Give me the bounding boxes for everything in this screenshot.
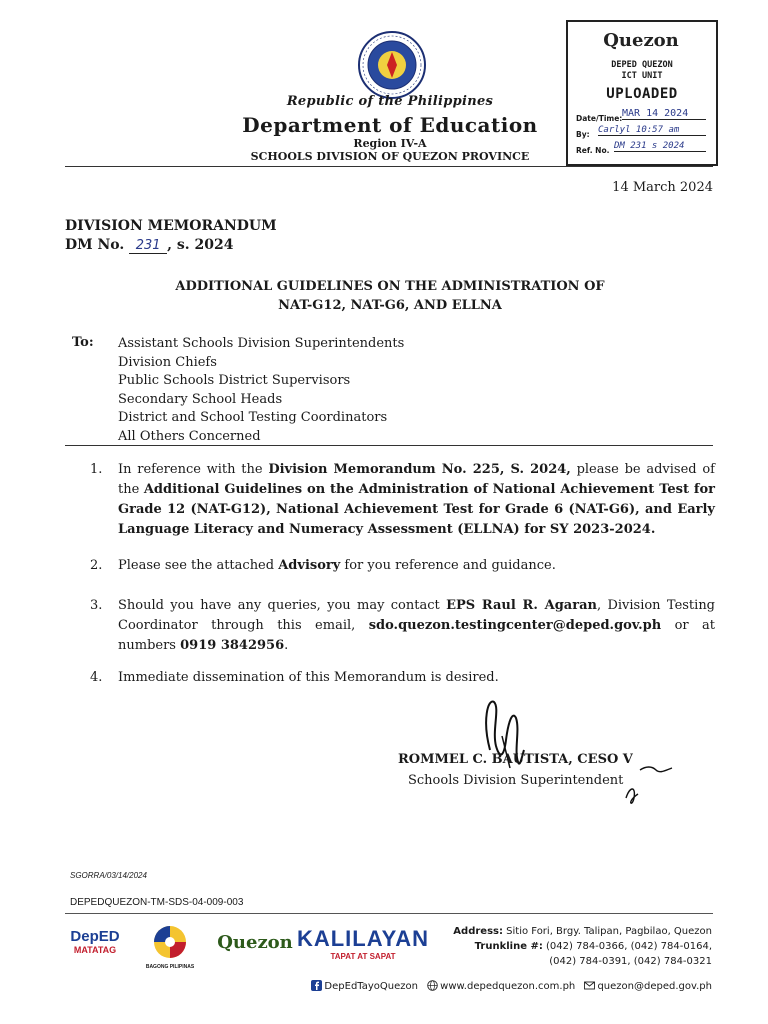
kalilayan-text: KALILAYAN <box>296 926 430 951</box>
paragraph-number: 2. <box>90 558 103 573</box>
stamp-by-value: Carlyl 10:57 am <box>598 125 706 136</box>
paragraph-4 <box>90 668 715 688</box>
tracker-code: SGORRA/03/14/2024 <box>70 871 147 880</box>
paragraph-1 <box>90 460 715 540</box>
footer-contacts <box>300 980 712 992</box>
facebook-contact[interactable] <box>311 981 418 992</box>
paragraph-2 <box>90 556 715 576</box>
p1-text: please be advised of the <box>118 462 715 497</box>
document-code: DEPEDQUEZON-TM-SDS-04-009-003 <box>70 897 244 908</box>
footer-address <box>450 924 712 969</box>
recipient: Secondary School Heads <box>118 391 283 407</box>
memo-date: 14 March 2024 <box>612 180 713 195</box>
kalilayan-logo <box>283 926 443 961</box>
bagong-pilipinas-logo <box>135 924 205 970</box>
paragraph-number: 1. <box>90 462 103 477</box>
dm-number: 231 <box>129 238 167 254</box>
p2-advisory: Advisory <box>278 558 341 573</box>
stamp-ref-value: DM 231 s 2024 <box>614 141 706 152</box>
p1-guidelines: Additional Guidelines on the Administration of National Achievement Test for Grade 12 (NAT-G12), National Achievement Test for Grade 6 (NAT-G6), and Early Language Literacy and Numeracy Assessment (ELLNA) for SY 2023-2024. <box>118 482 715 537</box>
trunkline-label: Trunkline #: <box>474 941 543 952</box>
department-title: Department of Education <box>242 113 538 137</box>
region-text: Region IV-A <box>353 137 427 150</box>
p2-text: for you reference and guidance. <box>340 558 556 573</box>
stamp-line2: ICT UNIT <box>621 71 663 81</box>
mail-icon <box>584 980 595 991</box>
dm-prefix: DM No. <box>65 237 125 253</box>
facebook-text: DepEdTayoQuezon <box>324 981 418 992</box>
stamp-date-value: MAR 14 2024 <box>622 108 706 120</box>
p3-email[interactable]: sdo.quezon.testingcenter@deped.gov.ph <box>368 618 662 633</box>
division-text: SCHOOLS DIVISION OF QUEZON PROVINCE <box>250 150 530 163</box>
footer-logos <box>65 924 445 974</box>
footer-rule <box>65 913 713 914</box>
email-contact[interactable] <box>584 981 712 992</box>
trunkline-1: (042) 784-0366, (042) 784-0164, <box>546 941 712 952</box>
globe-icon <box>427 980 438 991</box>
recipient: Division Chiefs <box>118 354 217 370</box>
p3-text: , Division Testing Coordinator through this email, <box>118 598 716 633</box>
p1-memo-ref: Division Memorandum No. 225, S. 2024, <box>268 462 571 477</box>
memo-number-line <box>65 237 234 254</box>
recipient: District and School Testing Coordinators <box>118 410 388 425</box>
dm-suffix: , s. 2024 <box>167 237 234 253</box>
facebook-icon <box>311 980 322 991</box>
subject-line2: NAT-G12, NAT-G6, AND ELLNA <box>278 298 502 313</box>
address-label: Address: <box>453 926 503 937</box>
republic-text: Republic of the Philippines <box>286 94 494 109</box>
recipients-list <box>118 335 404 446</box>
signatory-position: Schools Division Superintendent <box>408 773 624 788</box>
address-value: Sitio Fori, Brgy. Talipan, Pagbilao, Quezon <box>506 926 712 937</box>
recipient: Assistant Schools Division Superintendents <box>118 336 405 351</box>
p3-text: Should you have any queries, you may contact <box>118 598 447 613</box>
matatag-logo-text: MATATAG <box>73 945 117 955</box>
stamp-by-label: By: <box>576 130 590 139</box>
stamp-logo: Quezon <box>603 30 679 51</box>
p3-text: . <box>284 638 289 653</box>
tapat-text: TAPAT AT SAPAT <box>330 952 396 961</box>
memo-heading: DIVISION MEMORANDUM <box>65 218 277 234</box>
paragraph-number: 4. <box>90 670 103 685</box>
stamp-line1: DEPED QUEZON <box>611 60 673 70</box>
recipients-rule <box>65 445 713 446</box>
deped-seal-logo <box>357 30 427 100</box>
p1-text: In reference with the <box>118 462 269 477</box>
uploaded-stamp <box>566 20 718 166</box>
deped-matatag-logo <box>65 928 125 955</box>
quezon-logo: Quezon <box>217 932 293 953</box>
stamp-date-label: Date/Time: <box>576 114 623 123</box>
website-text: www.depedquezon.com.ph <box>440 981 576 992</box>
p3-text: or at numbers <box>118 618 716 653</box>
recipient: Public Schools District Supervisors <box>118 373 351 388</box>
subject-line1: ADDITIONAL GUIDELINES ON THE ADMINISTRATION OF <box>175 279 605 294</box>
signatory-name: ROMMEL C. BAUTISTA, CESO V <box>398 752 633 767</box>
email-text: quezon@deped.gov.ph <box>597 981 712 992</box>
p2-text: Please see the attached <box>118 558 279 573</box>
stamp-ref-label: Ref. No. <box>576 146 610 155</box>
stamp-status: UPLOADED <box>606 86 678 102</box>
recipient: All Others Concerned <box>118 428 261 444</box>
p3-phone: 0919 3842956 <box>180 638 285 653</box>
deped-logo-text: DepED <box>70 928 120 945</box>
bagong-pilipinas-icon <box>150 924 190 960</box>
to-label: To: <box>72 335 94 350</box>
header-rule <box>65 166 713 167</box>
p4-text: Immediate dissemination of this Memorandum is desired. <box>118 670 499 685</box>
p3-contact-name: EPS Raul R. Agaran <box>446 598 597 613</box>
trunkline-2: (042) 784-0391, (042) 784-0321 <box>549 956 712 967</box>
paragraph-number: 3. <box>90 598 103 613</box>
paragraph-3 <box>90 596 715 656</box>
bagong-pilipinas-text: BAGONG PILIPINAS <box>145 964 195 970</box>
website-contact[interactable] <box>427 981 575 992</box>
